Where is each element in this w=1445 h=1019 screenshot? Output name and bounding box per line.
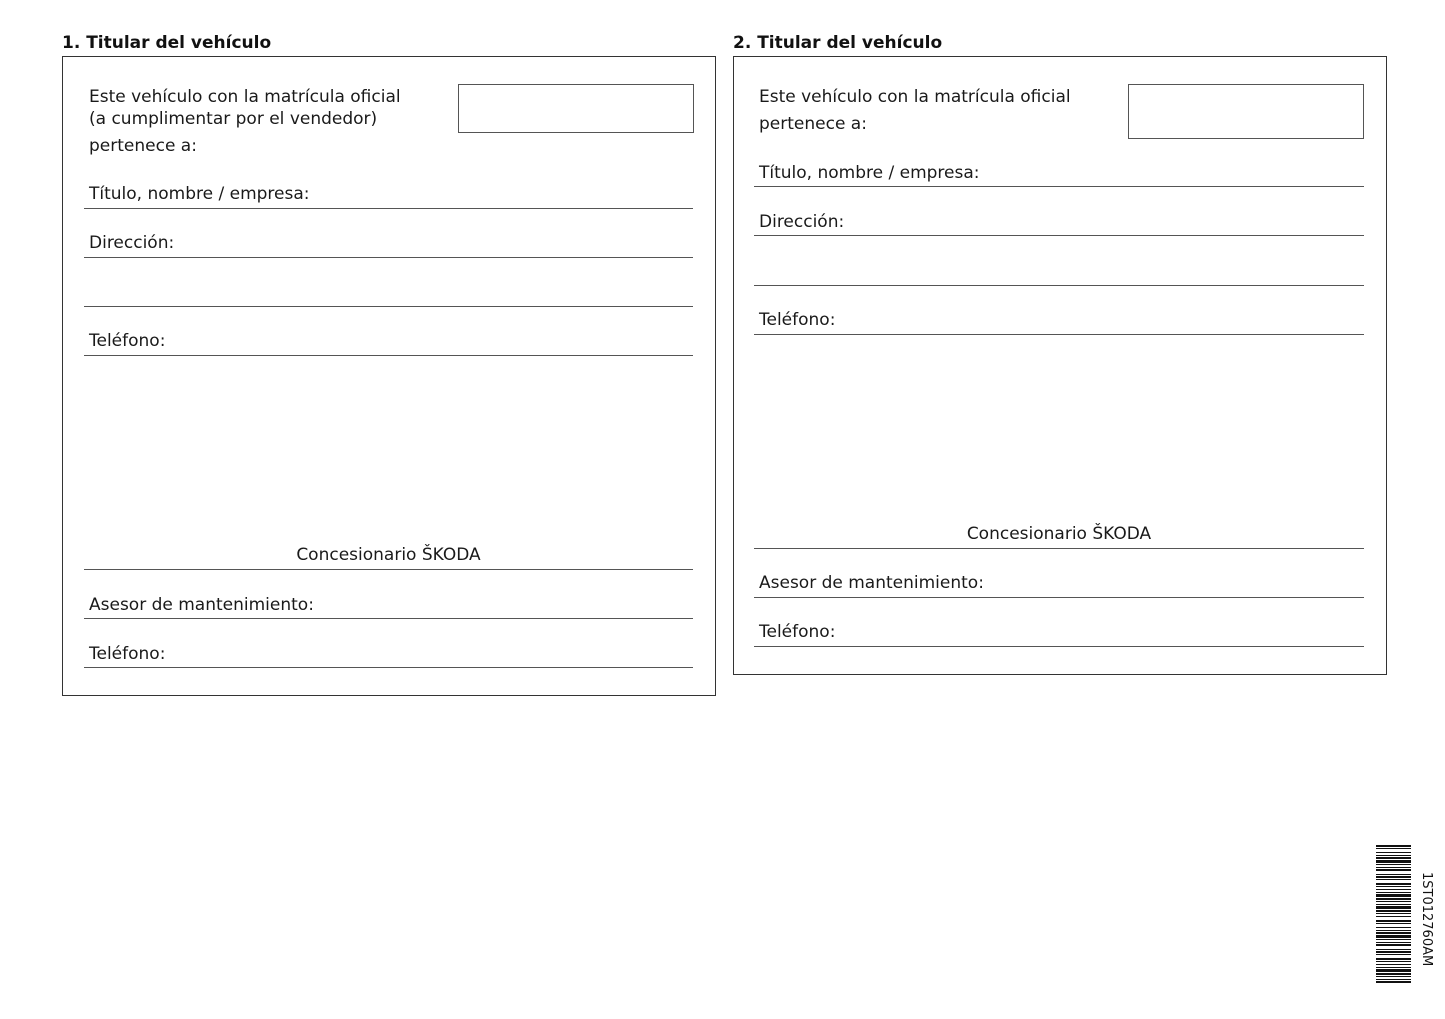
barcode-bar [1376, 894, 1411, 897]
form2-address-label: Dirección: [759, 212, 845, 232]
form1-intro-line2: (a cumplimentar por el vendedor) [89, 109, 378, 129]
barcode-bar [1376, 916, 1411, 917]
barcode-bar [1376, 923, 1411, 924]
barcode-bar [1376, 901, 1411, 902]
form1-card [62, 56, 716, 696]
barcode-bar [1376, 869, 1411, 871]
barcode-bar [1376, 920, 1411, 922]
form2-intro-line2: pertenece a: [759, 114, 867, 134]
form2-address-line[interactable] [754, 235, 1364, 236]
form2-dealer-line[interactable] [754, 548, 1364, 549]
barcode-bar [1376, 892, 1411, 893]
barcode-bar [1376, 939, 1411, 940]
form1-dealer-label: Concesionario ŠKODA [296, 545, 481, 565]
barcode-bar [1376, 879, 1411, 880]
form2-plate-field[interactable] [1128, 84, 1364, 139]
barcode-bar [1376, 886, 1411, 887]
barcode-bar [1376, 860, 1411, 863]
form2-dealer-phone-label: Teléfono: [759, 622, 836, 642]
barcode-bar [1376, 954, 1411, 955]
barcode-bar [1376, 867, 1411, 868]
form1-owner-label: Título, nombre / empresa: [89, 184, 310, 204]
barcode-graphic [1376, 845, 1411, 983]
form2-advisor-label: Asesor de mantenimiento: [759, 573, 984, 593]
form1-dealer-line[interactable] [84, 569, 693, 570]
form2-phone-line[interactable] [754, 334, 1364, 335]
form1-address-line-2[interactable] [84, 306, 693, 307]
barcode-bar [1376, 848, 1411, 849]
barcode-bar [1376, 951, 1411, 953]
barcode-bar [1376, 864, 1411, 865]
barcode-bar [1376, 979, 1411, 980]
barcode-bar [1376, 981, 1411, 983]
form2-address-line-2[interactable] [754, 285, 1364, 286]
barcode-bar [1376, 913, 1411, 914]
barcode-bar [1376, 910, 1411, 912]
barcode-bar [1376, 852, 1411, 853]
barcode-bar [1376, 967, 1411, 968]
barcode-bar [1376, 976, 1411, 977]
barcode-bar [1376, 874, 1411, 875]
form2-phone-label: Teléfono: [759, 310, 836, 330]
barcode-bar [1376, 898, 1411, 900]
form1-plate-field[interactable] [458, 84, 694, 133]
form1-address-label: Dirección: [89, 233, 175, 253]
barcode-bar [1376, 857, 1411, 859]
form1-dealer-phone-label: Teléfono: [89, 644, 166, 664]
barcode-code: 1ST012760AM [1419, 872, 1434, 967]
barcode-bar [1376, 949, 1411, 950]
form2-heading: 2. Titular del vehículo [733, 33, 943, 53]
form1-address-line[interactable] [84, 257, 693, 258]
barcode-bar [1376, 969, 1411, 972]
form2-card [733, 56, 1387, 675]
barcode-bar [1376, 932, 1411, 934]
form2-owner-line[interactable] [754, 186, 1364, 187]
barcode-bar [1376, 889, 1411, 890]
form1-advisor-label: Asesor de mantenimiento: [89, 595, 314, 615]
barcode-bar [1376, 973, 1411, 975]
form1-intro-line3: pertenece a: [89, 136, 197, 156]
form1-heading: 1. Titular del vehículo [62, 33, 272, 53]
barcode-bar [1376, 935, 1411, 938]
form2-owner-label: Título, nombre / empresa: [759, 163, 980, 183]
barcode-bar [1376, 964, 1411, 965]
barcode-bar [1376, 942, 1411, 943]
form1-advisor-line[interactable] [84, 618, 693, 619]
barcode-bar [1376, 906, 1411, 909]
barcode-bar [1376, 904, 1411, 905]
barcode-bar [1376, 930, 1411, 931]
form2-advisor-line[interactable] [754, 597, 1364, 598]
barcode-bar [1376, 927, 1411, 928]
barcode-bar [1376, 855, 1411, 856]
form2-intro-line1: Este vehículo con la matrícula oficial [759, 87, 1071, 107]
form1-owner-line[interactable] [84, 208, 693, 209]
barcode-bar [1376, 958, 1411, 960]
barcode-bar [1376, 944, 1411, 946]
form2-dealer-phone-line[interactable] [754, 646, 1364, 647]
barcode-bar [1376, 845, 1411, 847]
form1-intro-line1: Este vehículo con la matrícula oficial [89, 87, 401, 107]
form1-phone-line[interactable] [84, 355, 693, 356]
barcode-bar [1376, 961, 1411, 962]
form1-dealer-phone-line[interactable] [84, 667, 693, 668]
barcode-bar [1376, 883, 1411, 885]
barcode-bar [1376, 876, 1411, 878]
form2-dealer-label: Concesionario ŠKODA [966, 524, 1152, 544]
form1-phone-label: Teléfono: [89, 331, 166, 351]
